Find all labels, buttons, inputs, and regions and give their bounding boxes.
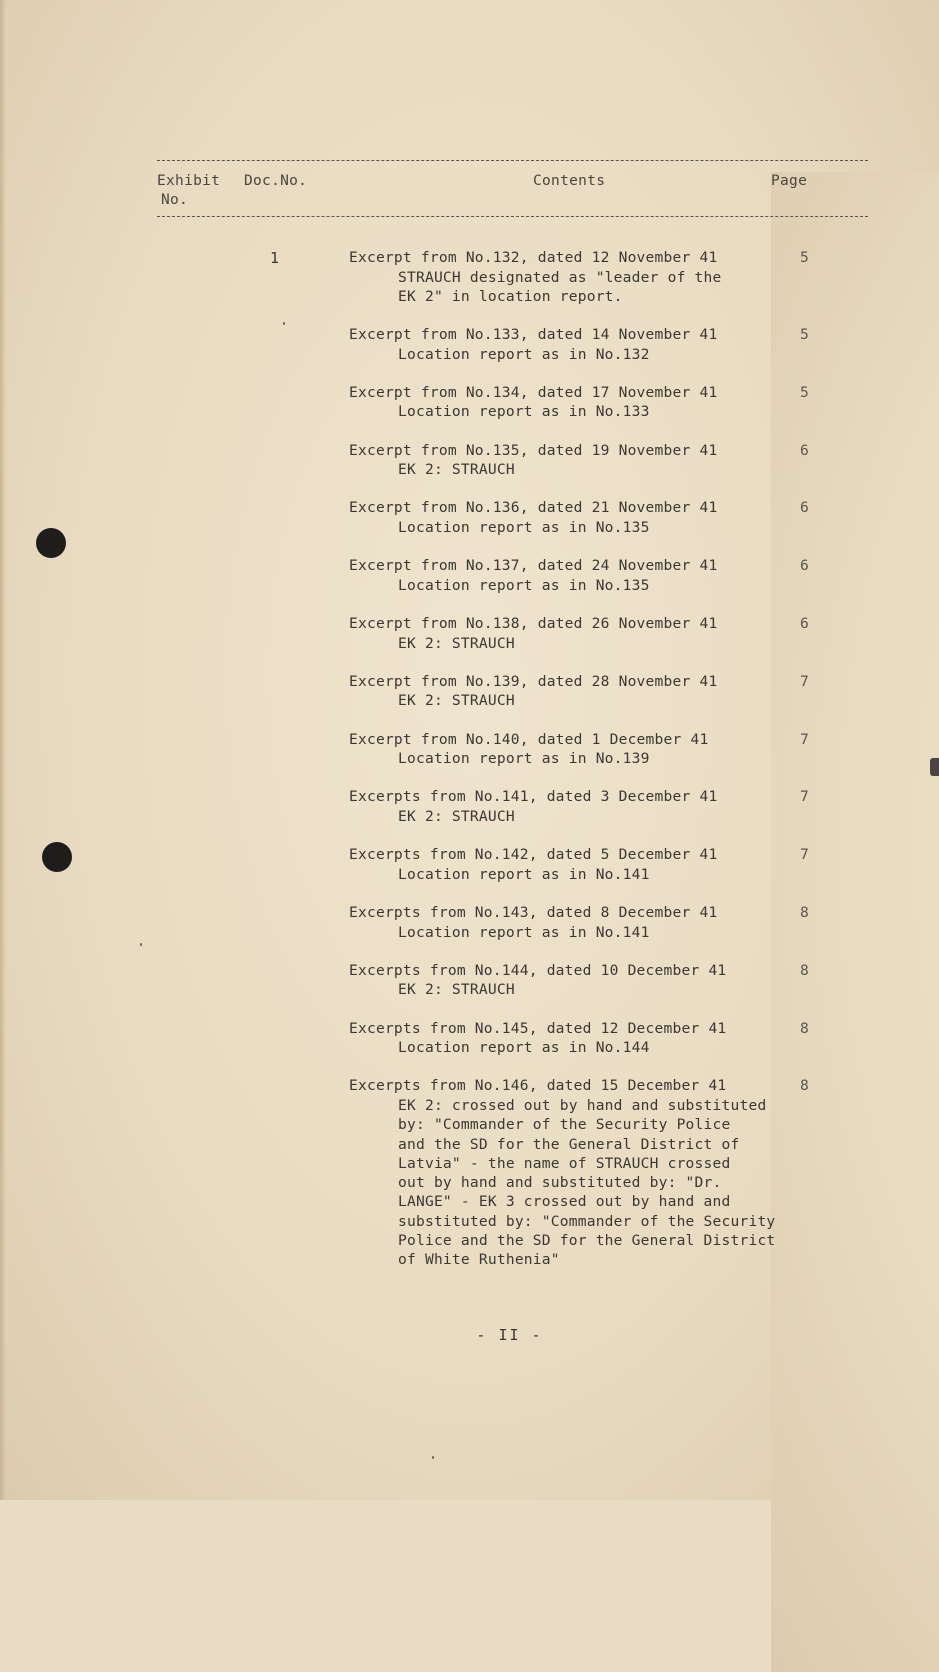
exhibit-no-header [157, 172, 237, 210]
entry-title: Excerpt from No.138, dated 26 November 41 [349, 615, 718, 633]
list-item [349, 325, 829, 364]
entry-description: Location report as in No.135 [398, 576, 650, 594]
entry-title: Excerpts from No.144, dated 10 December 41 [349, 961, 727, 979]
list-item [349, 787, 829, 826]
entry-title: Excerpts from No.143, dated 8 December 41 [349, 904, 718, 922]
entry-description: EK 2: STRAUCH [398, 692, 515, 710]
list-item [349, 556, 829, 595]
exhibit-number: 1 [270, 249, 280, 267]
entry-page-number: 5 [800, 383, 809, 401]
entry-description: Location report as in No.132 [398, 345, 650, 363]
entry-title: Excerpts from No.145, dated 12 December 41 [349, 1019, 727, 1037]
header-bottom-rule [157, 216, 868, 217]
entry-page-number: 8 [800, 1019, 809, 1037]
list-item [349, 248, 829, 306]
contents-header: Contents [533, 173, 606, 189]
list-item [349, 614, 829, 653]
entry-page-number: 6 [800, 499, 809, 517]
punch-hole [42, 842, 72, 872]
header-top-rule [157, 160, 868, 161]
page-number-footer: - II - [476, 1326, 543, 1344]
list-item [349, 383, 829, 422]
entry-title: Excerpt from No.132, dated 12 November 41 [349, 249, 718, 266]
exhibit-header-line1: Exhibit [157, 173, 221, 189]
list-item [349, 903, 829, 942]
entry-description: Location report as in No.141 [398, 865, 650, 883]
entry-title: Excerpt from No.137, dated 24 November 41 [349, 557, 718, 575]
entry-description: Location report as in No.135 [398, 518, 650, 536]
entry-page-number: 7 [800, 846, 809, 864]
entry-description: STRAUCH designated as "leader of the EK 2" in location report. [398, 268, 722, 305]
entry-description: EK 2: crossed out by hand and substituted by: "Commander of the Security Police and the SD for the General District of Latvia" - the name of STRAUCH crossed out by hand and substituted by: "Dr. LANGE" - EK 3 crossed out by hand and substituted by: "Commander of the Security Police and the SD for the General District of White Ruthenia" [398, 1096, 776, 1269]
entry-title: Excerpt from No.135, dated 19 November 41 [349, 441, 718, 459]
entry-title: Excerpts from No.142, dated 5 December 41 [349, 846, 718, 864]
list-item [349, 672, 829, 711]
contents-list [349, 248, 829, 1289]
list-item [349, 498, 829, 537]
entry-description: Location report as in No.139 [398, 750, 650, 768]
paper-speck [140, 943, 142, 946]
entry-description: EK 2: STRAUCH [398, 807, 515, 825]
entry-title: Excerpt from No.139, dated 28 November 41 [349, 672, 718, 690]
entry-description: Location report as in No.141 [398, 923, 650, 941]
entry-page-number: 6 [800, 441, 809, 459]
page-edge-shadow [0, 0, 6, 1500]
entry-page-number: 7 [800, 730, 809, 748]
entry-description: EK 2: STRAUCH [398, 981, 515, 999]
paper-speck [283, 322, 285, 325]
entry-description: EK 2: STRAUCH [398, 634, 515, 652]
entry-page-number: 7 [800, 788, 809, 806]
list-item [349, 1076, 829, 1269]
entry-page-number: 8 [800, 1077, 809, 1095]
entry-description: EK 2: STRAUCH [398, 461, 515, 479]
entry-page-number: 7 [800, 672, 809, 690]
entry-title: Excerpt from No.136, dated 21 November 41 [349, 499, 718, 517]
list-item [349, 845, 829, 884]
doc-no-header: Doc.No. [244, 173, 308, 189]
entry-page-number: 5 [800, 249, 809, 266]
punch-hole [36, 528, 66, 558]
entry-description: Location report as in No.144 [398, 1039, 650, 1057]
exhibit-header-line2: No. [161, 192, 189, 208]
entry-title: Excerpt from No.133, dated 14 November 41 [349, 326, 718, 344]
list-item [349, 1019, 829, 1058]
list-item [349, 961, 829, 1000]
list-item [349, 441, 829, 480]
edge-mark [930, 758, 939, 776]
entry-title: Excerpts from No.146, dated 15 December 41 [349, 1077, 727, 1095]
entry-title: Excerpts from No.141, dated 3 December 41 [349, 788, 718, 806]
page-header: Page [771, 172, 939, 1672]
entry-title: Excerpt from No.134, dated 17 November 41 [349, 383, 718, 401]
entry-title: Excerpt from No.140, dated 1 December 41 [349, 730, 709, 748]
entry-page-number: 8 [800, 961, 809, 979]
entry-description: Location report as in No.133 [398, 403, 650, 421]
entry-page-number: 5 [800, 326, 809, 344]
entry-page-number: 6 [800, 557, 809, 575]
entry-page-number: 6 [800, 615, 809, 633]
entry-page-number: 8 [800, 904, 809, 922]
list-item [349, 730, 829, 769]
paper-speck [432, 1456, 434, 1459]
